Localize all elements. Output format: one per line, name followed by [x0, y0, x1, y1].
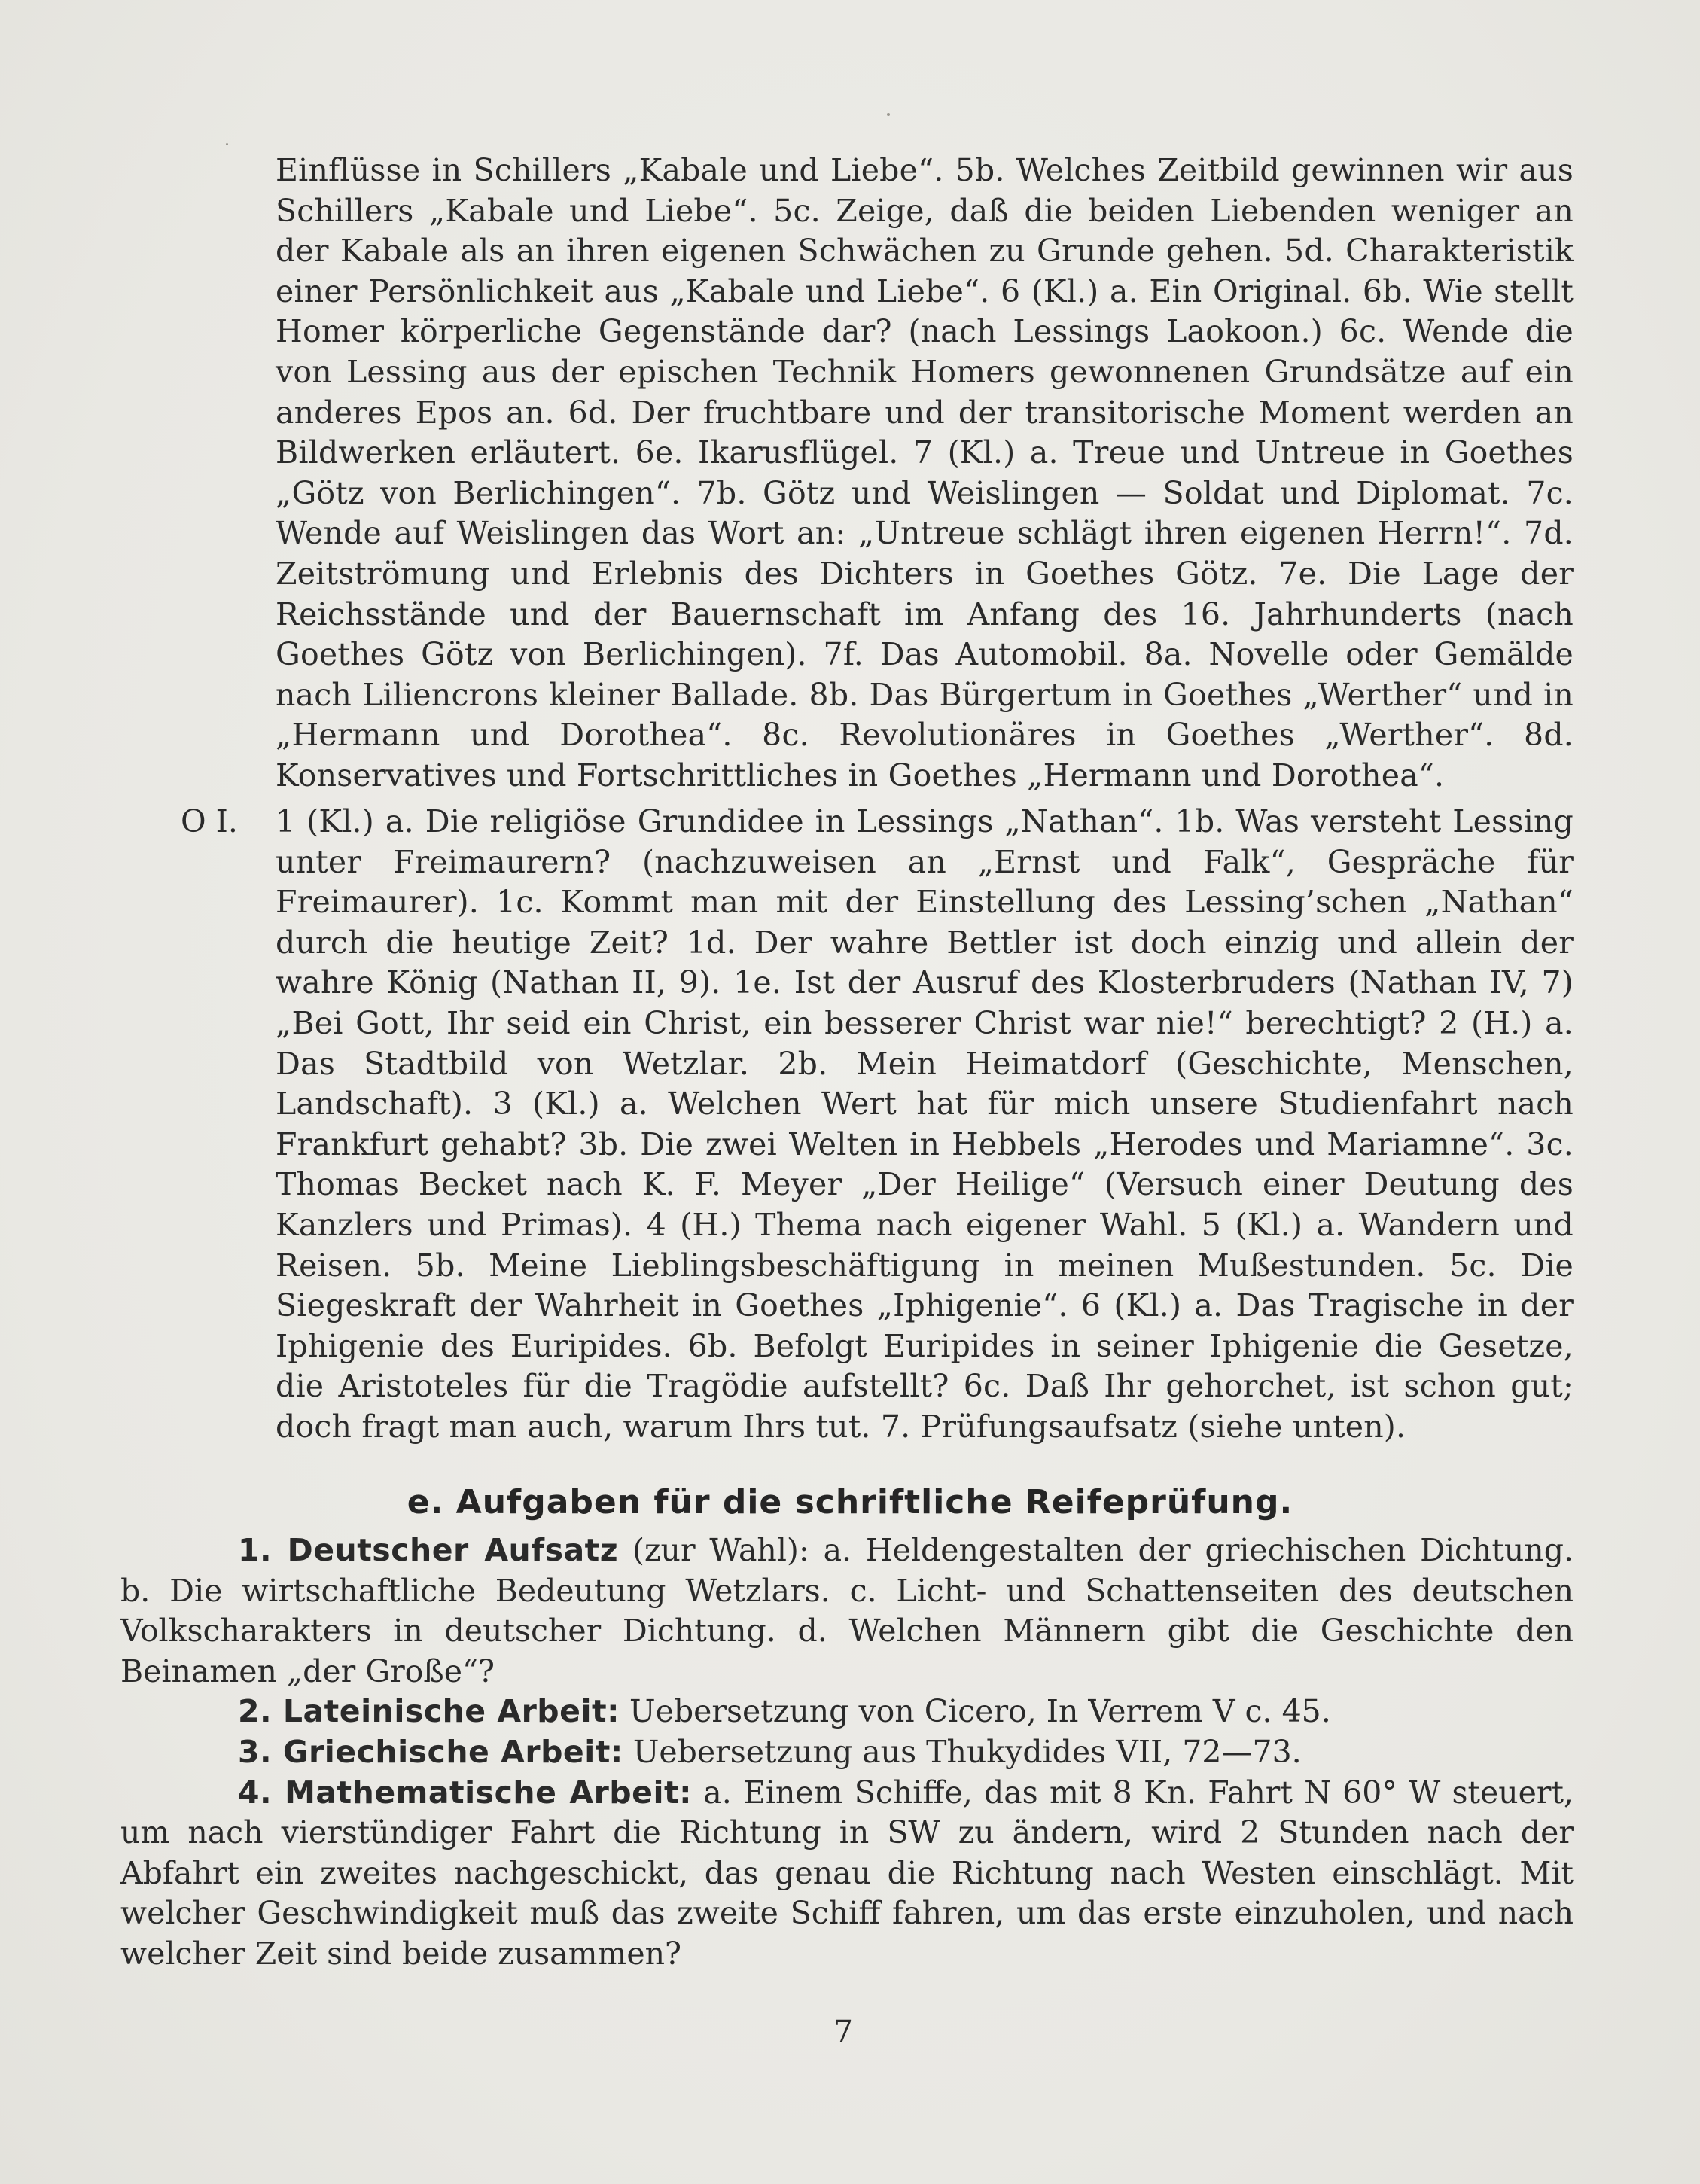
exam-task-latin	[120, 1692, 1574, 1732]
paper-speck	[226, 143, 228, 145]
exam-task-label: 3. Griechische Arbeit:	[238, 1733, 623, 1770]
exam-task-label: 4. Mathematische Arbeit:	[238, 1774, 693, 1811]
exam-task-greek	[120, 1732, 1574, 1773]
exam-tasks-list	[120, 1531, 1574, 1975]
exam-task-text: Uebersetzung von Cicero, In Verrem V c. 45.	[620, 1693, 1331, 1730]
class-label: O I.	[181, 803, 238, 839]
page-number: 7	[833, 2014, 854, 2050]
continued-paragraph-block	[276, 151, 1574, 797]
exam-task-german	[120, 1531, 1574, 1692]
exam-task-text: Uebersetzung aus Thukydides VII, 72—73.	[623, 1733, 1302, 1770]
exam-task-label: 1. Deutscher Aufsatz	[238, 1532, 619, 1568]
exam-task-label: 2. Lateinische Arbeit:	[238, 1693, 620, 1730]
exam-task-text: (zur Wahl): a. Heldengestalten der griechischen Dichtung. b. Die wirtschaftliche Bedeutung Wetzlars. c. Licht- und Schattenseiten des deutschen Volkscharakters in deutscher Dichtung. d. Welchen Männern gibt die Geschichte den Beinamen „der Große“?	[120, 1532, 1574, 1689]
continued-paragraph: Einflüsse in Schillers „Kabale und Liebe“. 5b. Welches Zeitbild gewinnen wir aus Schillers „Kabale und Liebe“. 5c. Zeige, daß die beiden Liebenden weniger an der Kabale als an ihren eigenen Schwächen zu Grunde gehen. 5d. Charakteristik einer Persönlichkeit aus „Kabale und Liebe“. 6 (Kl.) a. Ein Original. 6b. Wie stellt Homer körperliche Gegenstände dar? (nach Lessings Laokoon.) 6c. Wende die von Lessing aus der epischen Technik Homers gewonnenen Grundsätze auf ein anderes Epos an. 6d. Der fruchtbare und der transitorische Moment werden an Bildwerken erläutert. 6e. Ikarusflügel. 7 (Kl.) a. Treue und Untreue in Goethes „Götz von Berlichingen“. 7b. Götz und Weislingen — Soldat und Diplomat. 7c. Wende auf Weislingen das Wort an: „Untreue schlägt ihren eigenen Herrn!“. 7d. Zeitströmung und Erlebnis des Dichters in Goethes Götz. 7e. Die Lage der Reichsstände und der Bauernschaft im Anfang des 16. Jahrhunderts (nach Goethes Götz von Berlichingen). 7f. Das Automobil. 8a. Novelle oder Gemälde nach Liliencrons kleiner Ballade. 8b. Das Bürgertum in Goethes „Werther“ und in „Hermann und Dorothea“. 8c. Revolutionäres in Goethes „Werther“. 8d. Konservatives und Fortschrittliches in Goethes „Hermann und Dorothea“.	[276, 152, 1574, 793]
paper-speck	[887, 113, 890, 116]
class-oi-topics	[276, 802, 1574, 1448]
exam-task-math	[120, 1773, 1574, 1975]
section-heading: e. Aufgaben für die schriftliche Reifeprüfung.	[407, 1483, 1293, 1521]
exam-task-text: a. Einem Schiffe, das mit 8 Kn. Fahrt N 60° W steuert, um nach vierstündiger Fahrt die Richtung in SW zu ändern, wird 2 Stunden nach der Abfahrt ein zweites nachgeschickt, das genau die Richtung nach Westen einschlägt. Mit welcher Geschwindigkeit muß das zweite Schiff fahren, um das erste einzuholen, und nach welcher Zeit sind beide zusammen?	[120, 1774, 1574, 1972]
class-oi-paragraph: 1 (Kl.) a. Die religiöse Grundidee in Lessings „Nathan“. 1b. Was versteht Lessing unter Freimaurern? (nachzuweisen an „Ernst und Falk“, Gespräche für Freimaurer). 1c. Kommt man mit der Einstellung des Lessing’schen „Nathan“ durch die heutige Zeit? 1d. Der wahre Bettler ist doch einzig und allein der wahre König (Nathan II, 9). 1e. Ist der Ausruf des Klosterbruders (Nathan IV, 7) „Bei Gott, Ihr seid ein Christ, ein besserer Christ war nie!“ berechtigt? 2 (H.) a. Das Stadtbild von Wetzlar. 2b. Mein Heimatdorf (Geschichte, Menschen, Landschaft). 3 (Kl.) a. Welchen Wert hat für mich unsere Studienfahrt nach Frankfurt gehabt? 3b. Die zwei Welten in Hebbels „Herodes und Mariamne“. 3c. Thomas Becket nach K. F. Meyer „Der Heilige“ (Versuch einer Deutung des Kanzlers und Primas). 4 (H.) Thema nach eigener Wahl. 5 (Kl.) a. Wandern und Reisen. 5b. Meine Lieblingsbeschäftigung in meinen Mußestunden. 5c. Die Siegeskraft der Wahrheit in Goethes „Iphigenie“. 6 (Kl.) a. Das Tragische in der Iphigenie des Euripides. 6b. Befolgt Euripides in seiner Iphigenie die Gesetze, die Aristoteles für die Tragödie aufstellt? 6c. Daß Ihr gehorchet, ist schon gut; doch fragt man auch, warum Ihrs tut. 7. Prüfungsaufsatz (siehe unten).	[276, 803, 1574, 1445]
